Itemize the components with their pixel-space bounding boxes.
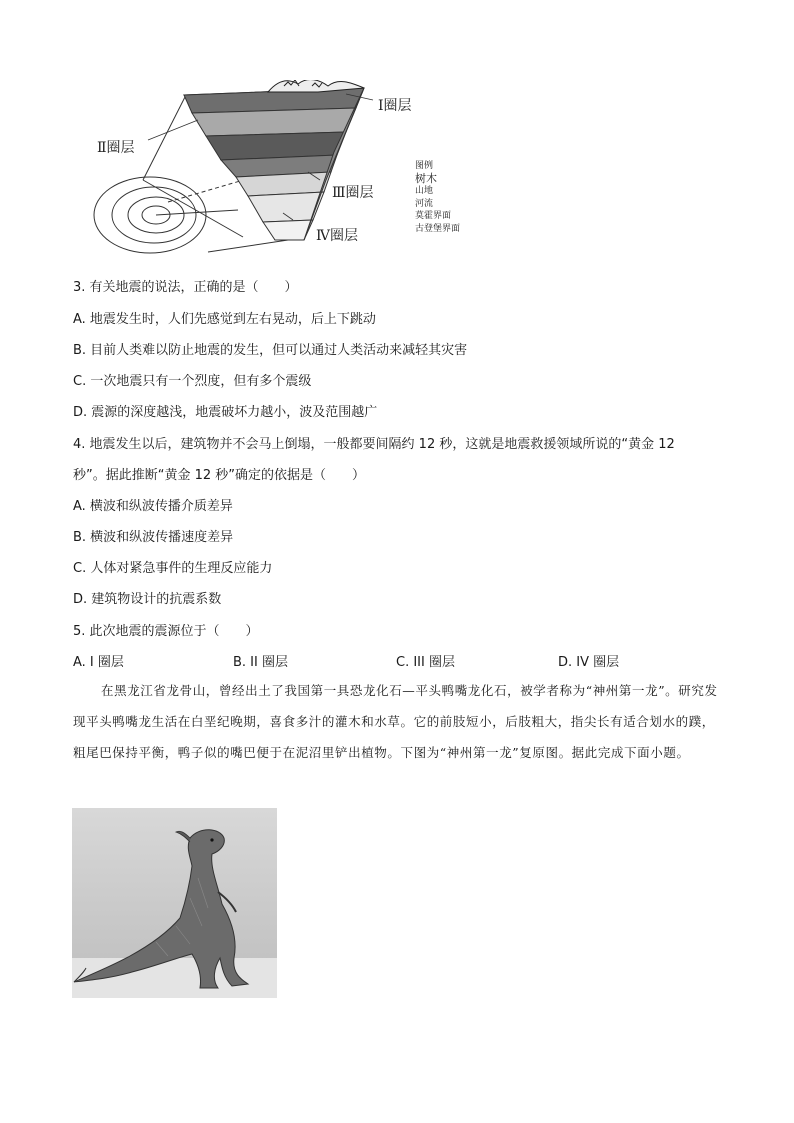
legend-item: 莫霍界面 <box>415 211 452 221</box>
question-4-option-a: A. 横波和纵波传播介质差异 <box>73 499 233 514</box>
question-5-stem: 5. 此次地震的震源位于（ ） <box>73 624 259 639</box>
question-5-options <box>73 651 713 669</box>
layer-label-i: Ⅰ圈层 <box>378 98 412 114</box>
layer-label-iii: Ⅲ圈层 <box>332 185 374 201</box>
legend-item: 古登堡界面 <box>415 223 461 234</box>
question-5-option-c: C. III 圈层 <box>396 655 455 670</box>
question-3-option-c: C. 一次地震只有一个烈度，但有多个震级 <box>73 374 312 389</box>
layer-label-iv: Ⅳ圈层 <box>316 228 358 244</box>
figure-legend <box>415 160 460 235</box>
question-3-option-b: B. 目前人类难以防止地震的发生，但可以通过人类活动来减轻其灾害 <box>73 343 468 358</box>
question-5-option-b: B. II 圈层 <box>233 655 288 670</box>
layer-label-ii: Ⅱ圈层 <box>97 140 135 156</box>
question-3-stem: 3. 有关地震的说法，正确的是（ ） <box>73 280 298 295</box>
question-5-option-d: D. IV 圈层 <box>558 655 620 670</box>
question-5-option-a: A. I 圈层 <box>73 655 124 670</box>
question-4-option-d: D. 建筑物设计的抗震系数 <box>73 592 222 607</box>
legend-title: 图例 <box>415 161 434 171</box>
legend-item: 树木 <box>415 171 437 185</box>
question-4-stem-line1: 4. 地震发生以后，建筑物并不会马上倒塌，一般都要间隔约 12 秒，这就是地震救援领域所说的“黄金 12 <box>73 437 675 452</box>
question-4-option-c: C. 人体对紧急事件的生理反应能力 <box>73 561 273 576</box>
reading-passage: 在黑龙江省龙骨山，曾经出土了我国第一具恐龙化石—平头鸭嘴龙化石，被学者称为“神州第一龙”。研究发现平头鸭嘴龙生活在白垩纪晚期，喜食多汁的灌木和水草。它的前肢短小，后肢粗大，指尖长有适合划水的蹼，粗尾巴保持平衡，鸭子似的嘴巴便于在泥沼里铲出植物。下图为“神州第一龙”复原图。据此完成下面小题。 <box>73 683 718 760</box>
wedge <box>184 88 364 240</box>
question-3-option-d: D. 震源的深度越浅，地震破坏力越小，波及范围越广 <box>73 405 378 420</box>
question-3-option-a: A. 地震发生时，人们先感觉到左右晃动，后上下跳动 <box>73 312 376 327</box>
legend-item: 河流 <box>415 198 434 209</box>
legend-item: 山地 <box>415 186 434 196</box>
dinosaur-restoration-image <box>72 808 277 998</box>
question-4-stem-line2: 秒”。据此推断“黄金 12 秒”确定的依据是（ ） <box>73 468 366 483</box>
question-4-option-b: B. 横波和纵波传播速度差异 <box>73 530 234 545</box>
concentric-rings <box>94 177 206 253</box>
